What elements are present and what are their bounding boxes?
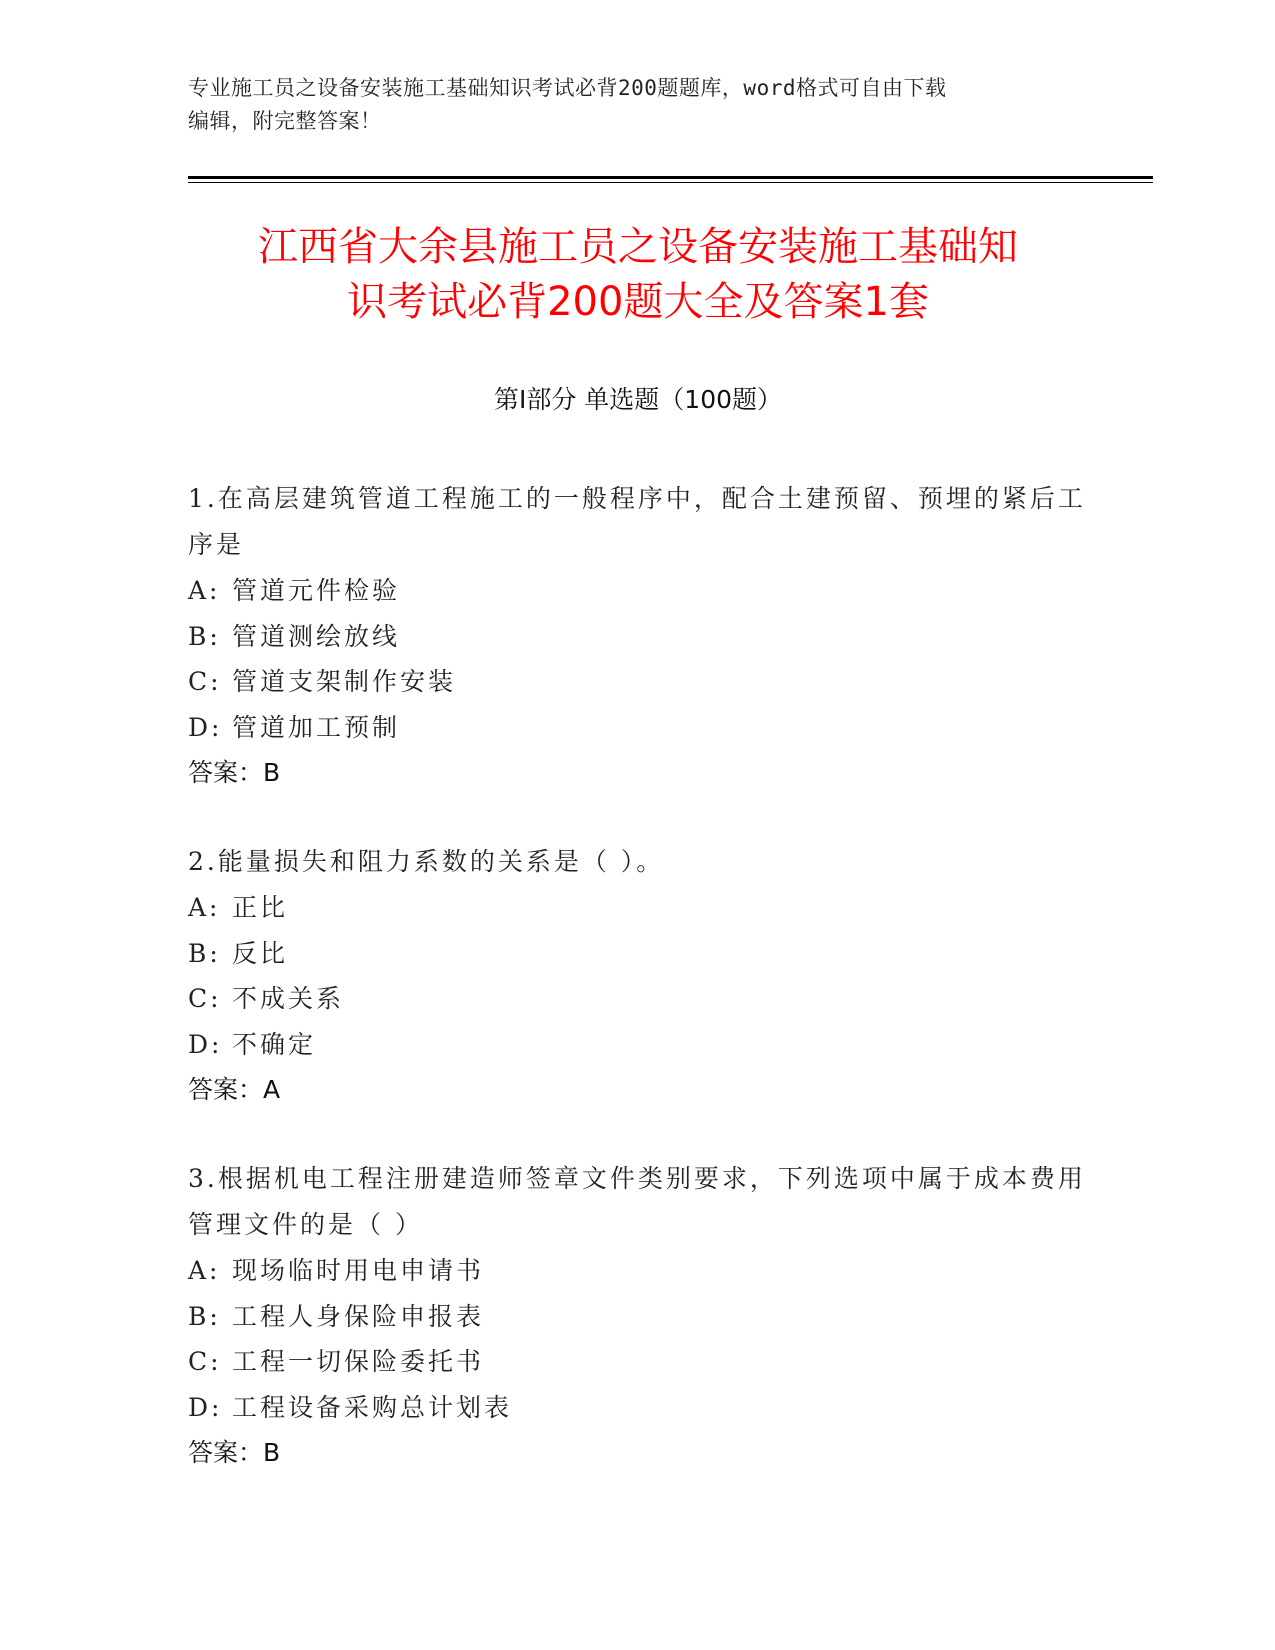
option-text: 管道元件检验	[232, 576, 401, 605]
option-c	[188, 1339, 1088, 1385]
header-note	[188, 72, 1088, 138]
question-3	[188, 1156, 1088, 1476]
option-key: C:	[188, 1347, 222, 1376]
question-2	[188, 839, 1088, 1113]
option-c	[188, 659, 1088, 705]
question-1	[188, 476, 1088, 796]
section-heading: 第Ⅰ部分 单选题（100题）	[493, 385, 783, 414]
option-text: 不确定	[232, 1029, 317, 1059]
document-title-line-2: 识考试必背200题大全及答案1套	[347, 279, 929, 325]
answer-line: 答案：B	[188, 1438, 281, 1467]
option-key: B:	[188, 621, 221, 651]
option-a	[188, 568, 1088, 614]
option-text: 工程设备采购总计划表	[232, 1392, 513, 1422]
option-text: 管道支架制作安装	[232, 667, 457, 696]
option-key: A:	[188, 1256, 221, 1285]
option-d	[188, 1022, 1088, 1068]
option-key: D:	[188, 712, 223, 742]
option-b	[188, 931, 1088, 977]
question-stem: 2.能量损失和阻力系数的关系是（ ）。	[188, 847, 665, 876]
document-title	[188, 220, 1088, 330]
option-a	[188, 885, 1088, 931]
option-text: 现场临时用电申请书	[232, 1256, 485, 1285]
option-d	[188, 705, 1088, 751]
option-key: A:	[188, 576, 221, 605]
option-key: D:	[188, 1029, 223, 1059]
option-key: B:	[188, 938, 221, 968]
option-key: C:	[188, 984, 222, 1013]
answer-line: 答案：B	[188, 758, 281, 787]
option-text: 管道测绘放线	[232, 621, 401, 651]
option-key: A:	[188, 893, 221, 922]
answer-line: 答案：A	[188, 1075, 281, 1104]
option-text: 工程一切保险委托书	[232, 1347, 485, 1376]
option-key: B:	[188, 1301, 221, 1331]
option-text: 管道加工预制	[232, 712, 401, 742]
option-text: 工程人身保险申报表	[232, 1301, 485, 1331]
header-divider-thick	[188, 176, 1153, 179]
option-b	[188, 614, 1088, 660]
header-divider-thin	[188, 182, 1153, 183]
question-stem: 3.根据机电工程注册建造师签章文件类别要求，下列选项中属于成本费用管理文件的是（ ）	[188, 1164, 1086, 1239]
option-key: D:	[188, 1392, 223, 1422]
question-stem: 1.在高层建筑管道工程施工的一般程序中，配合土建预留、预埋的紧后工序是	[188, 484, 1086, 559]
option-b	[188, 1294, 1088, 1340]
header-note-line-1: 专业施工员之设备安装施工基础知识考试必背200题题库，word格式可自由下载	[188, 76, 947, 100]
option-key: C:	[188, 667, 222, 696]
option-text: 不成关系	[232, 984, 345, 1013]
option-d	[188, 1385, 1088, 1431]
question-list	[188, 476, 1088, 1519]
header-note-line-2: 编辑，附完整答案！	[188, 109, 382, 133]
option-a	[188, 1248, 1088, 1294]
option-text: 反比	[232, 938, 289, 968]
option-text: 正比	[232, 893, 289, 922]
option-c	[188, 976, 1088, 1022]
document-title-line-1: 江西省大余县施工员之设备安装施工基础知	[258, 224, 1018, 270]
